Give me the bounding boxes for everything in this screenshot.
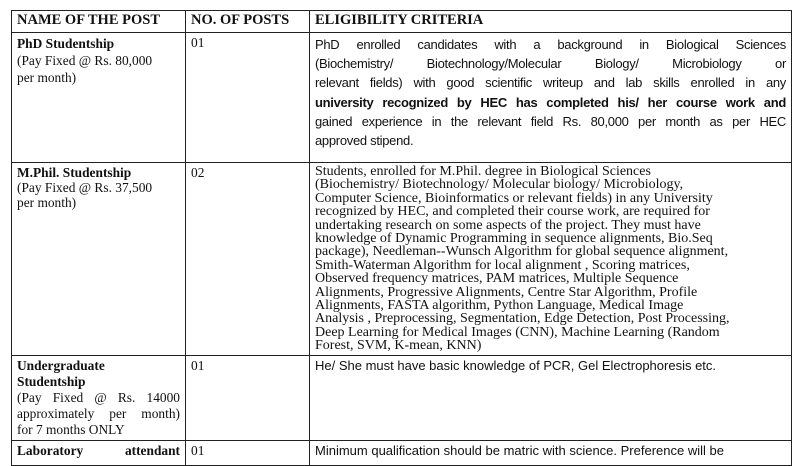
post-title: M.Phil. Studentship xyxy=(17,165,132,180)
header-no-of-posts: NO. OF POSTS xyxy=(186,11,310,33)
post-title: Laboratory attendant xyxy=(17,442,180,458)
criteria-line: (Biochemistry/ Biotechnology/ Molecular biology/ Microbiology, xyxy=(315,177,684,193)
criteria-line: He/ She must have basic knowledge of PCR, Gel Electrophoresis etc. xyxy=(315,357,717,373)
criteria-cell xyxy=(310,440,792,465)
pay-line: (Pay Fixed @ Rs. 14000 xyxy=(17,389,180,405)
criteria-cell xyxy=(310,355,792,440)
post-count: 01 xyxy=(186,355,310,440)
post-count: 01 xyxy=(186,440,310,465)
criteria-line: Alignments, FASTA algorithm, Python Language, Medical Image xyxy=(315,298,684,314)
criteria-line: Alignments, Progressive Alignments, Centre Star Algorithm, Profile xyxy=(315,284,698,300)
criteria-line: university recognized by HEC has completed his/ her course work and xyxy=(315,94,786,110)
table-row xyxy=(12,33,792,163)
criteria-line: (Biochemistry/ Biotechnology/Molecular Biology/ Microbiology or xyxy=(315,56,786,72)
criteria-line: Analysis , Preprocessing, Segmentation, Edge Detection, Post Processing, xyxy=(315,311,730,327)
pay-line: per month) xyxy=(17,195,77,210)
pay-line: for 7 months ONLY xyxy=(17,421,125,437)
post-name-cell xyxy=(12,33,186,163)
post-count: 02 xyxy=(186,163,310,356)
post-name-cell xyxy=(12,355,186,440)
criteria-line: PhD enrolled candidates with a background in Biological Sciences xyxy=(315,37,786,52)
criteria-line: Deep Learning for Medical Images (CNN), Machine Learning (Random xyxy=(315,324,720,340)
criteria-line: package), Needleman--Wunsch Algorithm for global sequence alignment, xyxy=(315,244,729,260)
criteria-line: Observed frequency matrices, PAM matrices, Multiple Sequence xyxy=(315,271,679,287)
pay-line: approximately per month) xyxy=(17,405,180,421)
criteria-line: knowledge of Dynamic Programming in sequence alignments, Bio.Seq xyxy=(315,231,713,247)
header-name-of-post: NAME OF THE POST xyxy=(12,11,186,33)
criteria-line: Computer Science, Bioinformatics or relevant fields) in any University xyxy=(315,190,713,206)
criteria-line: Minimum qualification should be matric with science. Preference will be xyxy=(315,442,724,458)
table-row xyxy=(12,163,792,356)
criteria-line: approved stipend. xyxy=(315,133,414,149)
pay-line: (Pay Fixed @ Rs. 37,500 xyxy=(17,180,153,195)
post-count: 01 xyxy=(186,33,310,163)
pay-line: (Pay Fixed @ Rs. 80,000 xyxy=(17,53,153,68)
table-row xyxy=(12,355,792,440)
criteria-line: relevant fields) with good scientific writeup and lab skills enrolled in any xyxy=(315,75,786,91)
pay-line: per month) xyxy=(17,70,77,85)
post-title: PhD Studentship xyxy=(17,36,115,51)
positions-table xyxy=(11,10,792,466)
criteria-cell xyxy=(310,163,792,356)
criteria-line: Students, enrolled for M.Phil. degree in Biological Sciences xyxy=(315,164,651,179)
criteria-line: undertaking research on some aspects of the project. They must have xyxy=(315,217,701,233)
criteria-cell xyxy=(310,33,792,163)
table-row xyxy=(12,440,792,465)
criteria-line: Smith-Waterman Algorithm for local alignment , Scoring matrices, xyxy=(315,257,690,273)
criteria-line: recognized by HEC, and completed their course work, are required for xyxy=(315,204,710,220)
post-title: Undergraduate Studentship xyxy=(17,357,105,389)
header-eligibility-criteria: ELIGIBILITY CRITERIA xyxy=(310,11,792,33)
post-name-cell xyxy=(12,440,186,465)
table-header-row xyxy=(12,11,792,33)
criteria-line: Forest, SVM, K-mean, KNN) xyxy=(315,338,482,354)
criteria-line: gained experience in the relevant field Rs. 80,000 per month as per HEC xyxy=(315,113,786,129)
post-name-cell xyxy=(12,163,186,356)
